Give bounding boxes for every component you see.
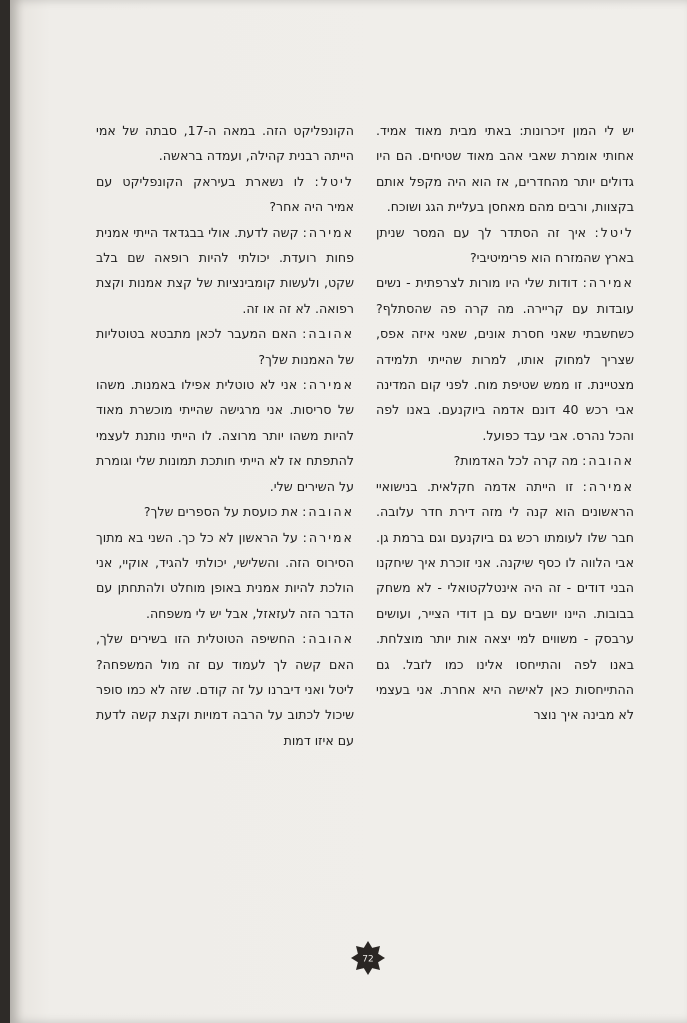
speaker-label: אמירה: — [582, 478, 634, 494]
speaker-label: אהובה: — [582, 453, 634, 469]
paragraph — [96, 220, 354, 322]
paragraph — [96, 321, 354, 372]
paragraph-text: לו נשארת בעיראק הקונפליקט עם אמיר היה אחר? — [96, 173, 354, 215]
speaker-label: אמירה: — [302, 377, 354, 393]
paragraph — [96, 525, 354, 627]
paragraph-text: יש לי המון זיכרונות: באתי מבית מאוד אמיד. אחותי אומרת שאבי אהב מאוד שטיחים. הם היו גדולים יותר מהחדרים, אז הוא היה מקפל אותם בקצוות, ורבים מהם מאחסן בעליית הגג ושוכח. — [376, 123, 634, 215]
paragraph-text: איך זה הסתדר לך עם המסר שניתן בארץ שהמזרח הוא פרימיטיבי? — [376, 224, 634, 266]
paragraph — [96, 118, 354, 169]
paragraph-text: הקונפליקט הזה. במאה ה-17, סבתה של אמי הייתה רבנית קהילה, ועמדה בראשה. — [96, 123, 354, 164]
paragraph-text: קשה לדעת. אולי בבגדאד הייתי אמנית פחות רועדת. יכולתי להיות רופאה שם בלב שקט, ולעשות קומבינציות של קצת אמנות וקצת רפואה. לא זה או זה. — [96, 224, 354, 316]
star-badge-icon — [350, 940, 386, 976]
paragraph — [96, 626, 354, 753]
paragraph-text: זו הייתה אדמה חקלאית. בנישואיי הראשונים הוא קנה לי מזה דירת חדר עלובה. חבר שלו לעומתו רכש גם ביוקנעם וגם ברמת גן. אבי הלווה לו כסף שיקנה. אני זוכרת איך שיחקנו הבני דודים - זה היה אינטלקטואלי - לא משחק בבובות. היינו יושבים עם בן דודי הצייר, ועושים ערבסק - משווים למי יצאה אות יותר מוצלחת. באנו לפה והתייחסו אלינו כמו לזבל. גם ההתייחסות כאן לאישה היא אחרת. אני בעצמי לא מבינה איך נוצר — [376, 478, 634, 723]
paragraph — [376, 220, 634, 271]
speaker-label: אהובה: — [302, 504, 354, 520]
speaker-label: ליטל: — [314, 173, 354, 189]
paragraph — [376, 270, 634, 448]
paragraph-text: אני לא טוטלית אפילו באמנות. משהו של סריסות. אני מרגישה שהייתי מוכשרת מאוד להיות משהו יותר מרוצה. לו הייתי נותנת לעצמי להתפתח אז לא הייתי חותכת תמונות שלי וגומרת על השירים שלי. — [96, 377, 354, 494]
paragraph — [376, 474, 634, 728]
text-column-left — [96, 118, 354, 753]
text-column-right — [376, 118, 634, 728]
page-number-badge — [350, 940, 386, 976]
paragraph-text: מה קרה לכל האדמות? — [453, 453, 579, 469]
speaker-label: אהובה: — [302, 631, 354, 647]
paragraph-text: על הראשון לא כל כך. השני בא מתוך הסירוס הזה. והשלישי, יכולתי להגיד, אוקיי, אני הולכת להיות אמנית באופן מוחלט ולהתחתן עם הדבר הזה לעזאזל, אבל יש לי משפחה. — [96, 529, 354, 621]
speaker-label: אמירה: — [582, 275, 634, 291]
paragraph-text: האם המעבר לכאן מתבטא בטוטליות של האמנות שלך? — [96, 326, 354, 367]
speaker-label: אמירה: — [302, 224, 354, 240]
speaker-label: אמירה: — [302, 529, 354, 545]
paragraph — [96, 169, 354, 220]
speaker-label: אהובה: — [302, 326, 354, 342]
paragraph — [96, 372, 354, 499]
paragraph-text: את כועסת על הספרים שלך? — [143, 504, 299, 520]
book-page — [10, 0, 687, 1023]
paragraph-text: דודות שלי היו מורות לצרפתית - נשים עובדות עם קריירה. מה קרה פה שהסתלף? כשחשבתי שאני חסרת אונים, שאני איזה אפס, שצריך למחוק אותו, למרות שהייתי תלמידה מצטיינת. זו ממש שטיפת מוח. לפני קום המדינה אבי רכש 40 דונם אדמה ביוקנעם. באנו לפה והכל נהרס. אבי עבד כפועל. — [376, 275, 634, 443]
paragraph — [376, 448, 634, 473]
paragraph — [96, 499, 354, 524]
paragraph-text: החשיפה הטוטלית הזו בשירים שלך, האם קשה לך לעמוד עם זה מול המשפחה? ליטל ואני דיברנו על זה קודם. שזה לא כמו סופר שיכול לכתוב על הרבה דמויות וקצת קשה לדעת עם איזו דמות — [96, 631, 354, 748]
paragraph — [376, 118, 634, 220]
page-number: 72 — [362, 954, 374, 965]
speaker-label: ליטל: — [594, 224, 634, 240]
